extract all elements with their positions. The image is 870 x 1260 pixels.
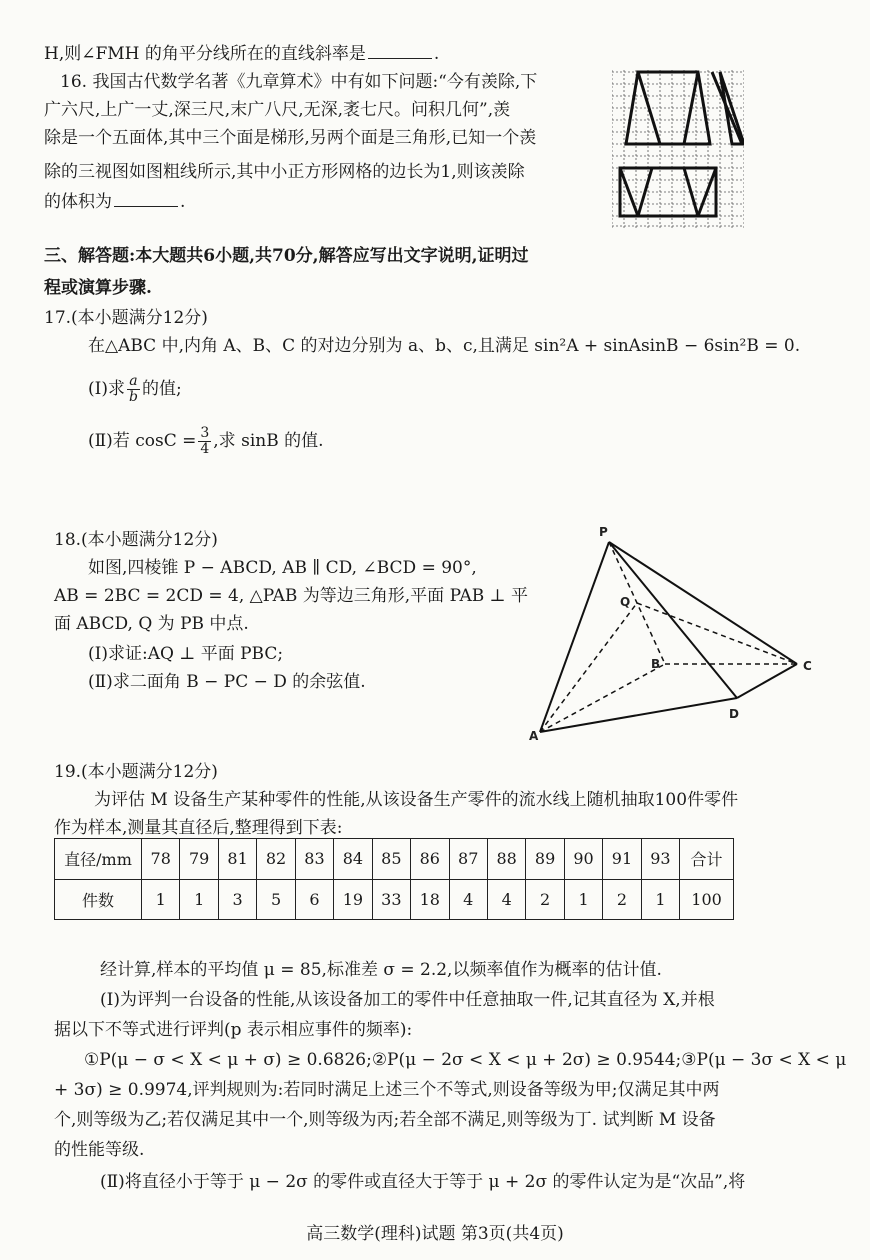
q19-line-4: ①P(μ − σ < X < μ + σ) ≥ 0.6826;②P(μ − 2σ < X < μ + 2σ) ≥ 0.9544;③P(μ − 3σ < X < μ <box>84 1050 847 1070</box>
q17-stem: 在△ABC 中,内角 A、B、C 的对边分别为 a、b、c,且满足 sin²A + sinAsinB − 6sin²B = 0. <box>88 336 801 356</box>
q16-line-5 <box>44 190 185 214</box>
fraction-3-over-4 <box>198 426 211 457</box>
table-cell: 82 <box>257 839 295 880</box>
table-cell: 1 <box>564 879 602 920</box>
label-Q: Q <box>620 595 631 609</box>
table-cell: 1 <box>142 879 180 920</box>
table-cell: 100 <box>680 879 734 920</box>
label-B: B <box>651 657 661 671</box>
q17-part-2 <box>88 426 324 457</box>
table-cell: 5 <box>257 879 295 920</box>
table-cell: 91 <box>603 839 641 880</box>
q15-tail-text: H,则∠FMH 的角平分线所在的直线斜率是 <box>44 44 366 64</box>
table-cell: 87 <box>449 839 487 880</box>
edge-PA <box>540 542 609 732</box>
label-C: C <box>803 659 812 673</box>
table-row <box>55 839 734 880</box>
q17-part-1-end: 的值; <box>141 379 182 399</box>
q19-line-1: 经计算,样本的平均值 μ = 85,标准差 σ = 2.2,以频率值作为概率的估计值. <box>100 960 662 980</box>
fraction-denominator: b <box>128 389 138 405</box>
q17-header: 17.(本小题满分12分) <box>44 308 208 328</box>
three-view-figure <box>612 70 744 228</box>
q19-line-8: (Ⅱ)将直径小于等于 μ − 2σ 的零件或直径大于等于 μ + 2σ 的零件认定为是“次品”,将 <box>100 1172 746 1192</box>
q19-intro-2: 作为样本,测量其直径后,整理得到下表: <box>54 818 343 838</box>
table-cell: 83 <box>295 839 333 880</box>
table-cell: 90 <box>564 839 602 880</box>
table-cell: 18 <box>411 879 449 920</box>
q17-part-2-end: ,求 sinB 的值. <box>213 431 324 451</box>
table-cell: 89 <box>526 839 564 880</box>
edge-AD <box>540 698 737 732</box>
q18-line-3: 面 ABCD, Q 为 PB 中点. <box>54 614 249 634</box>
table-cell: 6 <box>295 879 333 920</box>
table-cell: 2 <box>603 879 641 920</box>
table-cell: 1 <box>180 879 218 920</box>
table-cell: 79 <box>180 839 218 880</box>
edge-AQ <box>540 603 637 732</box>
table-cell: 4 <box>487 879 525 920</box>
label-A: A <box>529 729 539 743</box>
q19-intro-1: 为评估 M 设备生产某种零件的性能,从该设备生产零件的流水线上随机抽取100件零件 <box>94 790 739 810</box>
q19-header: 19.(本小题满分12分) <box>54 762 218 782</box>
fraction-numerator: 3 <box>200 425 210 441</box>
table-header-cell: 直径/mm <box>55 839 142 880</box>
table-cell: 1 <box>641 879 679 920</box>
pyramid-figure <box>525 522 825 747</box>
q19-line-7: 的性能等级. <box>54 1140 145 1160</box>
q16-line-1: 16. 我国古代数学名著《九章算术》中有如下问题:“今有羡除,下 <box>60 72 538 92</box>
q15-tail <box>44 42 439 66</box>
q18-line-2: AB = 2BC = 2CD = 4, △PAB 为等边三角形,平面 PAB ⊥ 平 <box>54 586 529 606</box>
table-cell: 81 <box>218 839 256 880</box>
q19-line-3: 据以下不等式进行评判(p 表示相应事件的频率): <box>54 1020 413 1040</box>
q18-line-1: 如图,四棱锥 P − ABCD, AB ∥ CD, ∠BCD = 90°, <box>88 558 477 578</box>
table-cell: 4 <box>449 879 487 920</box>
fraction-a-over-b <box>127 374 140 405</box>
q16-line-3: 除是一个五面体,其中三个面是梯形,另两个面是三角形,已知一个羡 <box>44 128 537 148</box>
q17-part-1 <box>88 374 182 405</box>
section-3-line-2: 程或演算步骤. <box>44 278 152 298</box>
table-cell: 3 <box>218 879 256 920</box>
answer-blank <box>114 206 178 207</box>
table-cell: 84 <box>334 839 372 880</box>
q16-line-5-text: 的体积为 <box>44 192 112 212</box>
q18-part-1: (Ⅰ)求证:AQ ⊥ 平面 PBC; <box>88 644 284 664</box>
q19-line-5: + 3σ) ≥ 0.9974,评判规则为:若同时满足上述三个不等式,则设备等级为甲;仅满足其中两 <box>54 1080 720 1100</box>
page-footer: 高三数学(理科)试题 第3页(共4页) <box>306 1224 564 1244</box>
q16-line-4: 除的三视图如图粗线所示,其中小正方形网格的边长为1,则该羡除 <box>44 162 525 182</box>
table-row <box>55 879 734 920</box>
q16-line-5-end: . <box>180 192 186 212</box>
table-cell: 33 <box>372 879 410 920</box>
q17-part-2-label: (Ⅱ)若 cosC = <box>88 431 197 451</box>
label-D: D <box>729 707 739 721</box>
table-cell: 合计 <box>680 839 734 880</box>
q18-header: 18.(本小题满分12分) <box>54 530 218 550</box>
diameter-table <box>54 838 734 920</box>
answer-blank <box>368 58 432 59</box>
table-cell: 88 <box>487 839 525 880</box>
table-cell: 19 <box>334 879 372 920</box>
section-3-line-1: 三、解答题:本大题共6小题,共70分,解答应写出文字说明,证明过 <box>44 246 529 266</box>
q17-part-1-label: (Ⅰ)求 <box>88 379 125 399</box>
q18-part-2: (Ⅱ)求二面角 B − PC − D 的余弦值. <box>88 672 366 692</box>
q19-line-6: 个,则等级为乙;若仅满足其中一个,则等级为丙;若全部不满足,则等级为丁. 试判断 M 设备 <box>54 1110 716 1130</box>
fraction-numerator: a <box>127 374 140 390</box>
q15-tail-end: . <box>433 44 440 64</box>
table-cell: 85 <box>372 839 410 880</box>
table-cell: 78 <box>142 839 180 880</box>
edge-DC <box>737 664 797 698</box>
q19-line-2: (Ⅰ)为评判一台设备的性能,从该设备加工的零件中任意抽取一件,记其直径为 X,并根 <box>100 990 715 1010</box>
label-P: P <box>599 525 608 539</box>
edge-PD <box>609 542 737 698</box>
table-header-cell: 件数 <box>55 879 142 920</box>
fraction-denominator: 4 <box>200 441 210 457</box>
q16-line-2: 广六尺,上广一丈,深三尺,末广八尺,无深,袤七尺。问积几何”,羡 <box>44 100 511 120</box>
table-cell: 2 <box>526 879 564 920</box>
table-cell: 86 <box>411 839 449 880</box>
table-cell: 93 <box>641 839 679 880</box>
